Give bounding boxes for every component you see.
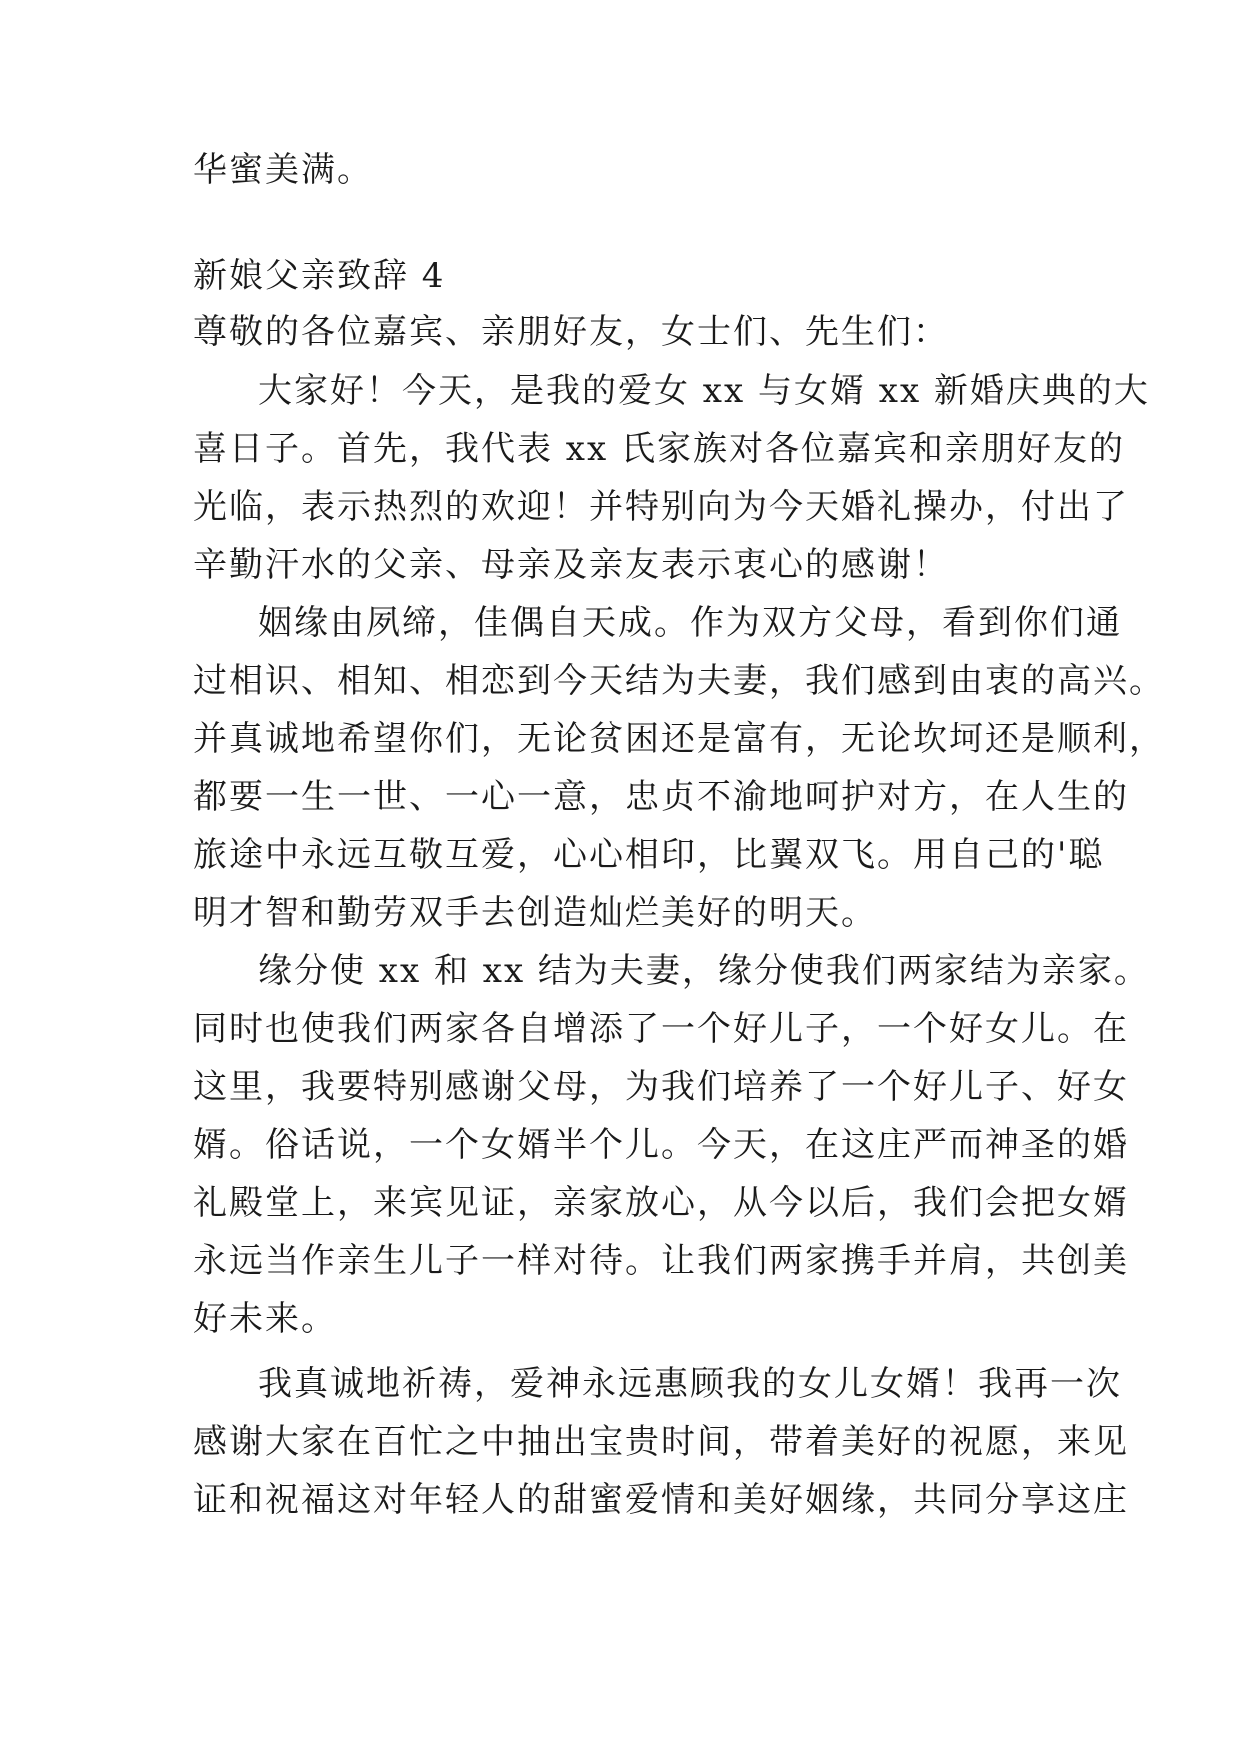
paragraph-line: 光临，表示热烈的欢迎！并特别向为今天婚礼操办，付出了 bbox=[193, 487, 1129, 527]
paragraph-line: 这里，我要特别感谢父母，为我们培养了一个好儿子、好女 bbox=[193, 1067, 1129, 1107]
paragraph-line: 婿。俗话说，一个女婿半个儿。今天，在这庄严而神圣的婚 bbox=[193, 1125, 1129, 1165]
paragraph-line: 都要一生一世、一心一意，忠贞不渝地呵护对方，在人生的 bbox=[193, 777, 1129, 817]
paragraph-line: 好未来。 bbox=[193, 1299, 337, 1339]
section-heading: 新娘父亲致辞 4 bbox=[193, 256, 446, 296]
paragraph-line: 我真诚地祈祷，爱神永远惠顾我的女儿女婿！我再一次 bbox=[258, 1364, 1122, 1404]
paragraph-line: 礼殿堂上，来宾见证，亲家放心，从今以后，我们会把女婿 bbox=[193, 1183, 1129, 1223]
paragraph-line: 喜日子。首先，我代表 xx 氏家族对各位嘉宾和亲朋好友的 bbox=[193, 429, 1125, 469]
salutation: 尊敬的各位嘉宾、亲朋好友，女士们、先生们： bbox=[193, 312, 949, 352]
text-line: 华蜜美满。 bbox=[193, 150, 373, 190]
paragraph-line: 永远当作亲生儿子一样对待。让我们两家携手并肩，共创美 bbox=[193, 1241, 1129, 1281]
paragraph-line: 同时也使我们两家各自增添了一个好儿子，一个好女儿。在 bbox=[193, 1009, 1129, 1049]
paragraph-line: 姻缘由夙缔，佳偶自天成。作为双方父母，看到你们通 bbox=[258, 603, 1122, 643]
paragraph-line: 感谢大家在百忙之中抽出宝贵时间，带着美好的祝愿，来见 bbox=[193, 1422, 1129, 1462]
paragraph-line: 辛勤汗水的父亲、母亲及亲友表示衷心的感谢！ bbox=[193, 545, 949, 585]
paragraph-line: 证和祝福这对年轻人的甜蜜爱情和美好姻缘，共同分享这庄 bbox=[193, 1480, 1129, 1520]
paragraph-line: 并真诚地希望你们，无论贫困还是富有，无论坎坷还是顺利， bbox=[193, 719, 1165, 759]
paragraph-line: 旅途中永远互敬互爱，心心相印，比翼双飞。用自己的'聪 bbox=[193, 835, 1105, 875]
paragraph-line: 明才智和勤劳双手去创造灿烂美好的明天。 bbox=[193, 893, 877, 933]
paragraph-line: 大家好！今天，是我的爱女 xx 与女婿 xx 新婚庆典的大 bbox=[258, 371, 1150, 411]
paragraph-line: 过相识、相知、相恋到今天结为夫妻，我们感到由衷的高兴。 bbox=[193, 661, 1165, 701]
paragraph-line: 缘分使 xx 和 xx 结为夫妻，缘分使我们两家结为亲家。 bbox=[258, 951, 1150, 991]
